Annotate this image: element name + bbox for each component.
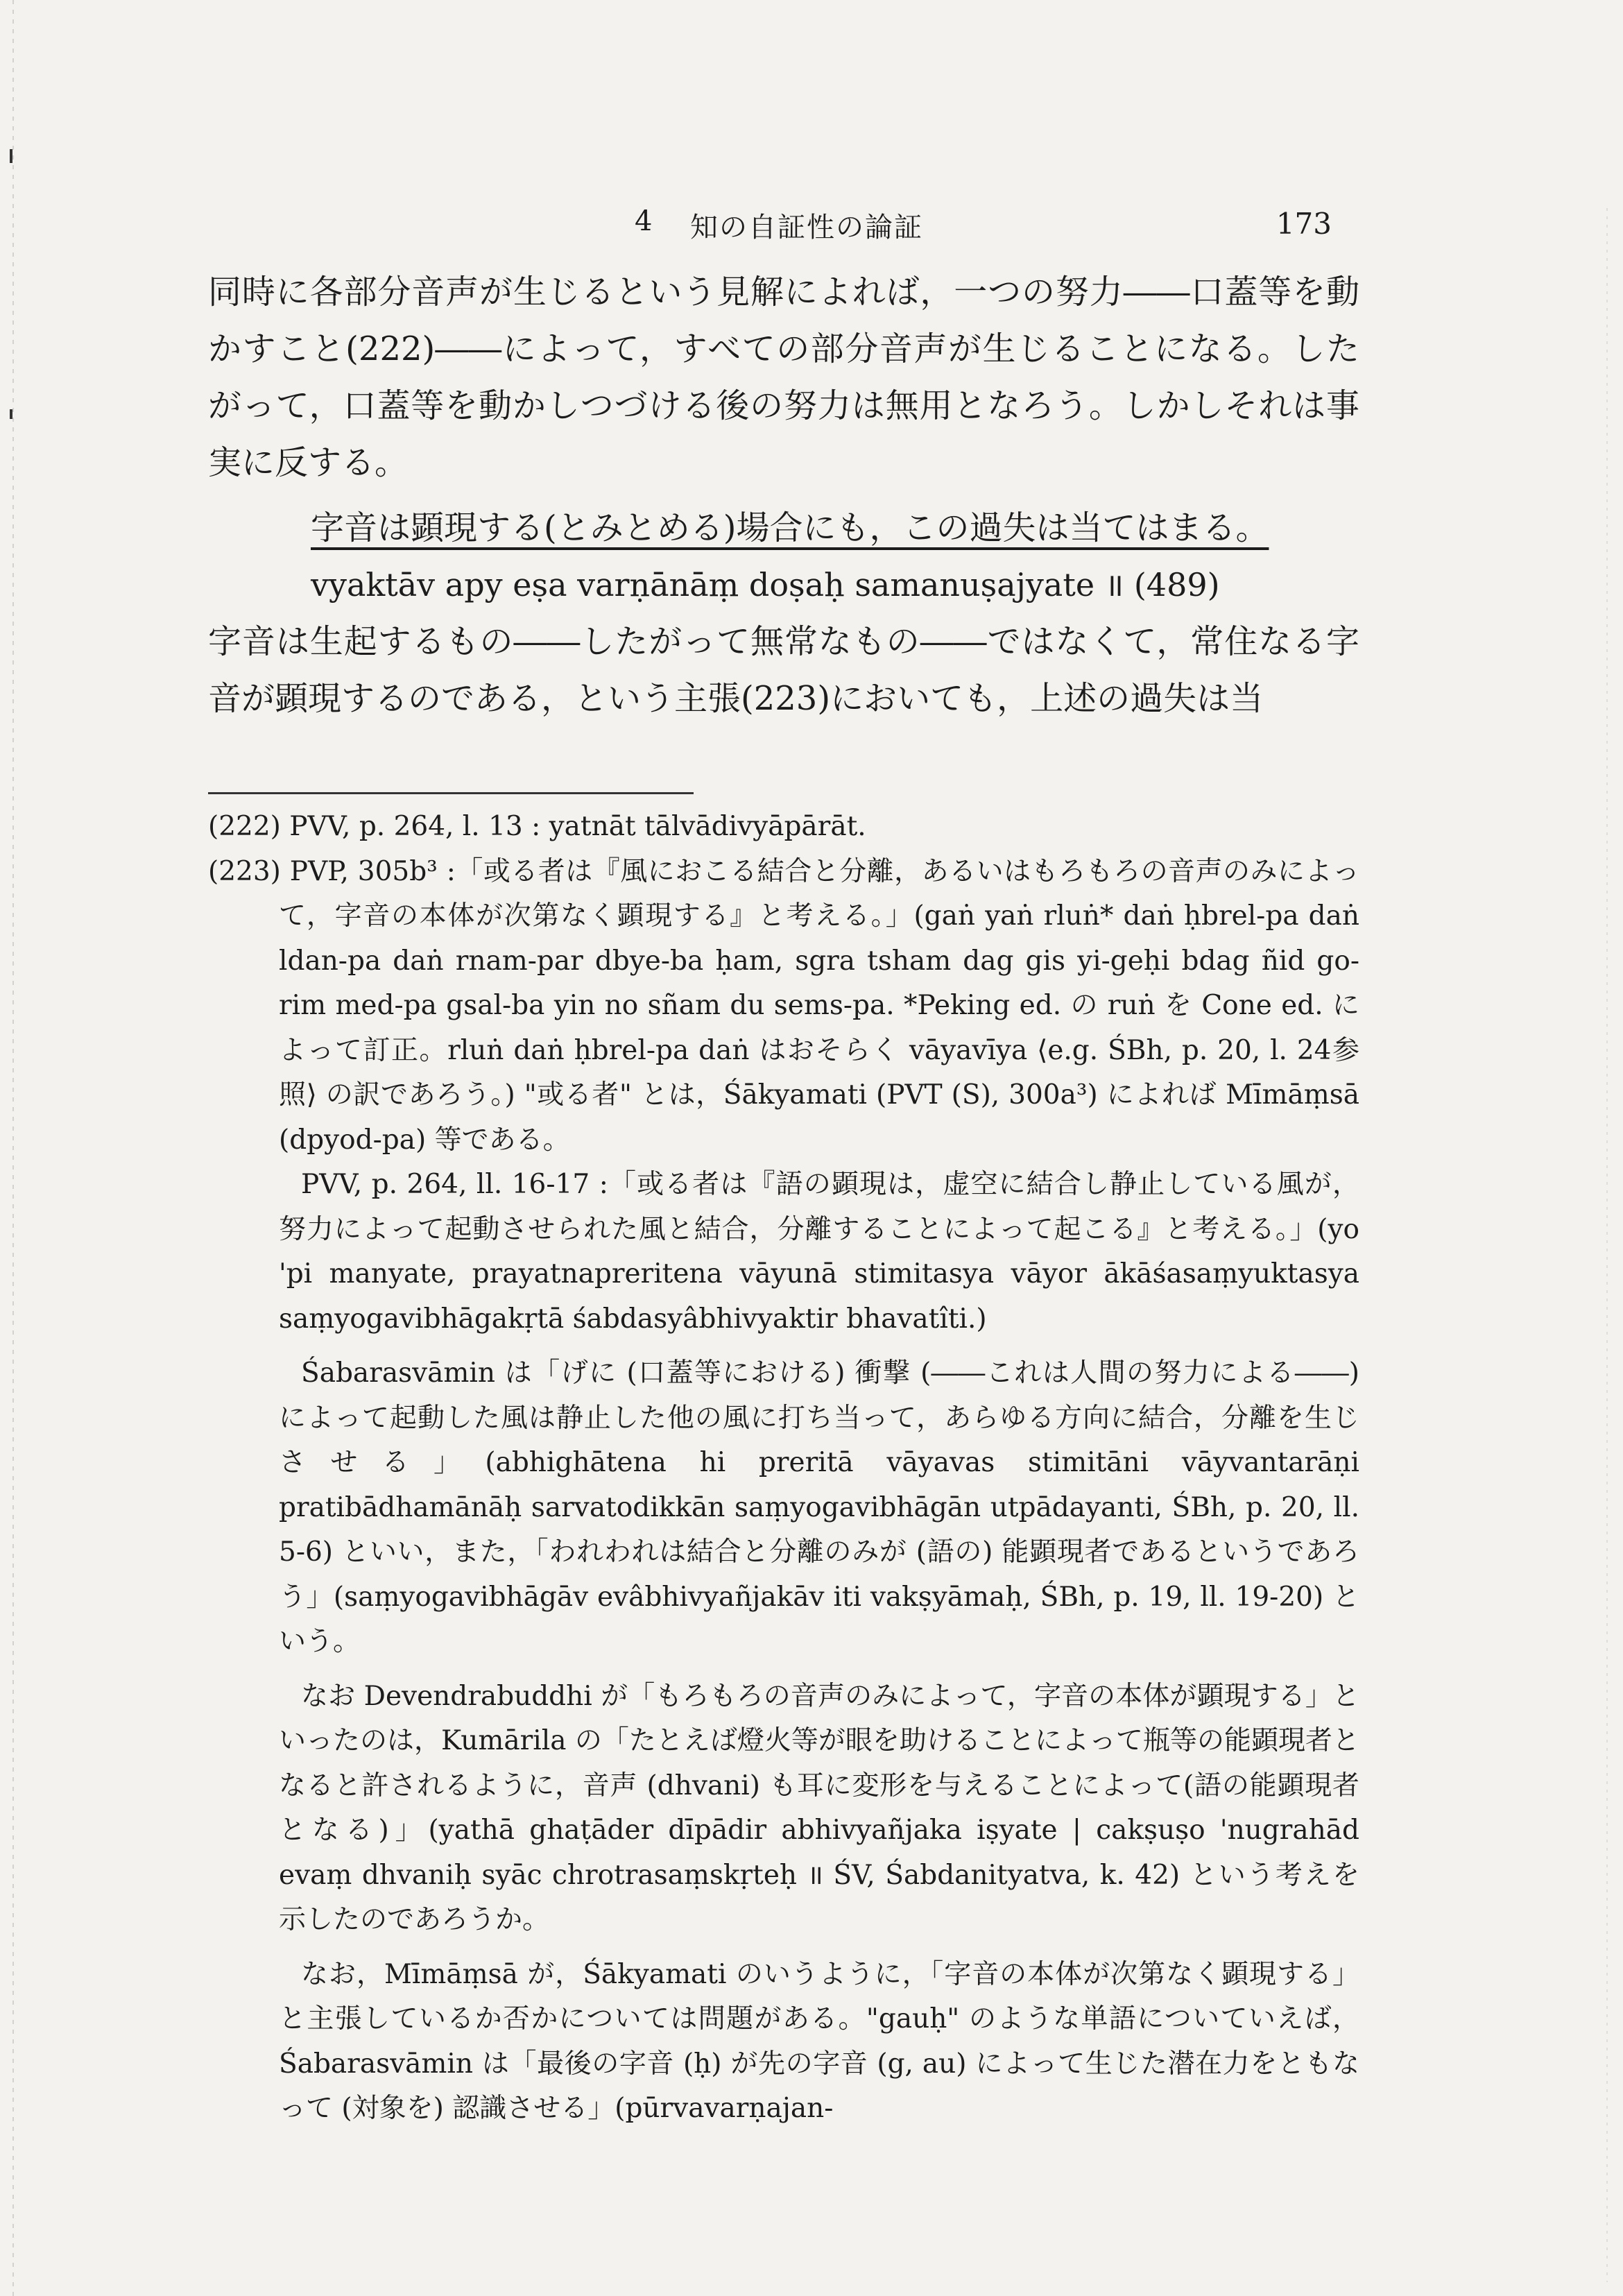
footnote-paragraph: Śabarasvāmin は「げに (口蓋等における) 衝撃 (――これは人間の努力による――) によって起動した風は静止した他の風に打ち当って，あらゆる方向に結合，分離を生じさせる」(abhighātena hi preritā vāyavas stimitāni vāyvantarāṇi pratibādhamānāḥ sarvatodikkān saṃyogavibhāgān utpādayanti, ŚBh, p. 20, ll. 5-6) といい，また，「われわれは結合と分離のみが (語の) 能顕現者であるというであろう」(saṃyogavibhāgāv evâbhivyañjakāv iti vakṣyāmaḥ, ŚBh, p. 19, ll. 19-20) という。 bbox=[279, 1357, 1359, 1657]
scan-edge-right bbox=[1606, 208, 1608, 2282]
footnote-222: (222) PVV, p. 264, l. 13 : yatnāt tālvādivyāpārāt. bbox=[208, 811, 866, 842]
footnote-paragraph: なお Devendrabuddhi が「もろもろの音声のみによって，字音の本体が顕現する」といったのは，Kumārila の「たとえば燈火等が眼を助けることによって瓶等の能顕現者となると許されるように，音声 (dhvani) も耳に変形を与えることによって(語の能顕現者となる)」(yathā ghaṭāder dīpādir abhivyañjaka iṣyate | cakṣuṣo 'nugrahād evaṃ dhvaniḥ syāc chrotrasaṃskṛteḥ ॥ ŚV, Śabdanityatva, k. 42) という考えを示したのであろうか。 bbox=[279, 1680, 1359, 1935]
body-paragraph: 同時に各部分音声が生じるという見解によれば，一つの努力――口蓋等を動かすこと(222)――によって，すべての部分音声が生じることになる。したがって，口蓋等を動かしつづける後の努力は無用となろう。しかしそれは事実に反する。 bbox=[208, 273, 1359, 482]
main-text bbox=[208, 264, 1359, 727]
chapter-title: 知の自証性の論証 bbox=[690, 212, 923, 243]
verse-sanskrit: vyaktāv apy eṣa varṇānāṃ doṣaḥ samanuṣajyate ॥ (489) bbox=[311, 566, 1220, 603]
scan-edge-left bbox=[12, 0, 14, 2296]
scan-mark bbox=[10, 149, 12, 163]
footnote-paragraph: なお，Mīmāṃsā が，Śākyamati のいうように，「字音の本体が次第なく顕現する」と主張しているか否かについては問題がある。"gauḥ" のような単語についていえば，Śabarasvāmin は「最後の字音 (ḥ) が先の字音 (g, au) によって生じた潜在力をともなって (対象を) 認識させる」(pūrvavarṇajan- bbox=[279, 1958, 1359, 2124]
page-number: 173 bbox=[1276, 207, 1332, 241]
scan-mark bbox=[10, 409, 12, 419]
footnote-separator bbox=[208, 792, 694, 794]
chapter-number: 4 bbox=[635, 205, 653, 237]
running-header bbox=[624, 205, 1332, 254]
footnotes bbox=[208, 805, 1359, 2132]
footnote-paragraph: PVV, p. 264, ll. 16-17 :「或る者は『語の顕現は，虚空に結合し静止している風が，努力によって起動させられた風と結合，分離することによって起こる』と考える。」(yo 'pi manyate, prayatnapreritena vāyunā stimitasya vāyor ākāśasaṃyuktasya saṃyogavibhāgakṛtā śabdasyâbhivyaktir bhavatîti.) bbox=[279, 1169, 1359, 1335]
body-paragraph: 字音は生起するもの――したがって無常なもの――ではなくて，常住なる字音が顕現するのである，という主張(223)においても，上述の過失は当 bbox=[208, 622, 1359, 718]
verse-japanese: 字音は顕現する(とみとめる)場合にも，この過失は当てはまる。 bbox=[311, 508, 1269, 547]
footnote-223: (223) PVP, 305b³ :「或る者は『風におこる結合と分離，あるいはもろもろの音声のみによって，字音の本体が次第なく顕現する』と考える。」(gaṅ yaṅ rluṅ* daṅ ḥbrel-pa daṅ ldan-pa daṅ rnam-par dbye-ba ḥam, sgra tsham dag gis yi-geḥi bdag ñid go-rim med-pa gsal-ba yin no sñam du sems-pa. *Peking ed. の ruṅ を Cone ed. によって訂正。rluṅ daṅ ḥbrel-pa daṅ はおそらく vāyavīya ⟨e.g. ŚBh, p. 20, l. 24参照⟩ の訳であろう。) "或る者" とは，Śākyamati (PVT (S), 300a³) によれば Mīmāṃsā (dpyod-pa) 等である。 bbox=[208, 855, 1359, 1156]
